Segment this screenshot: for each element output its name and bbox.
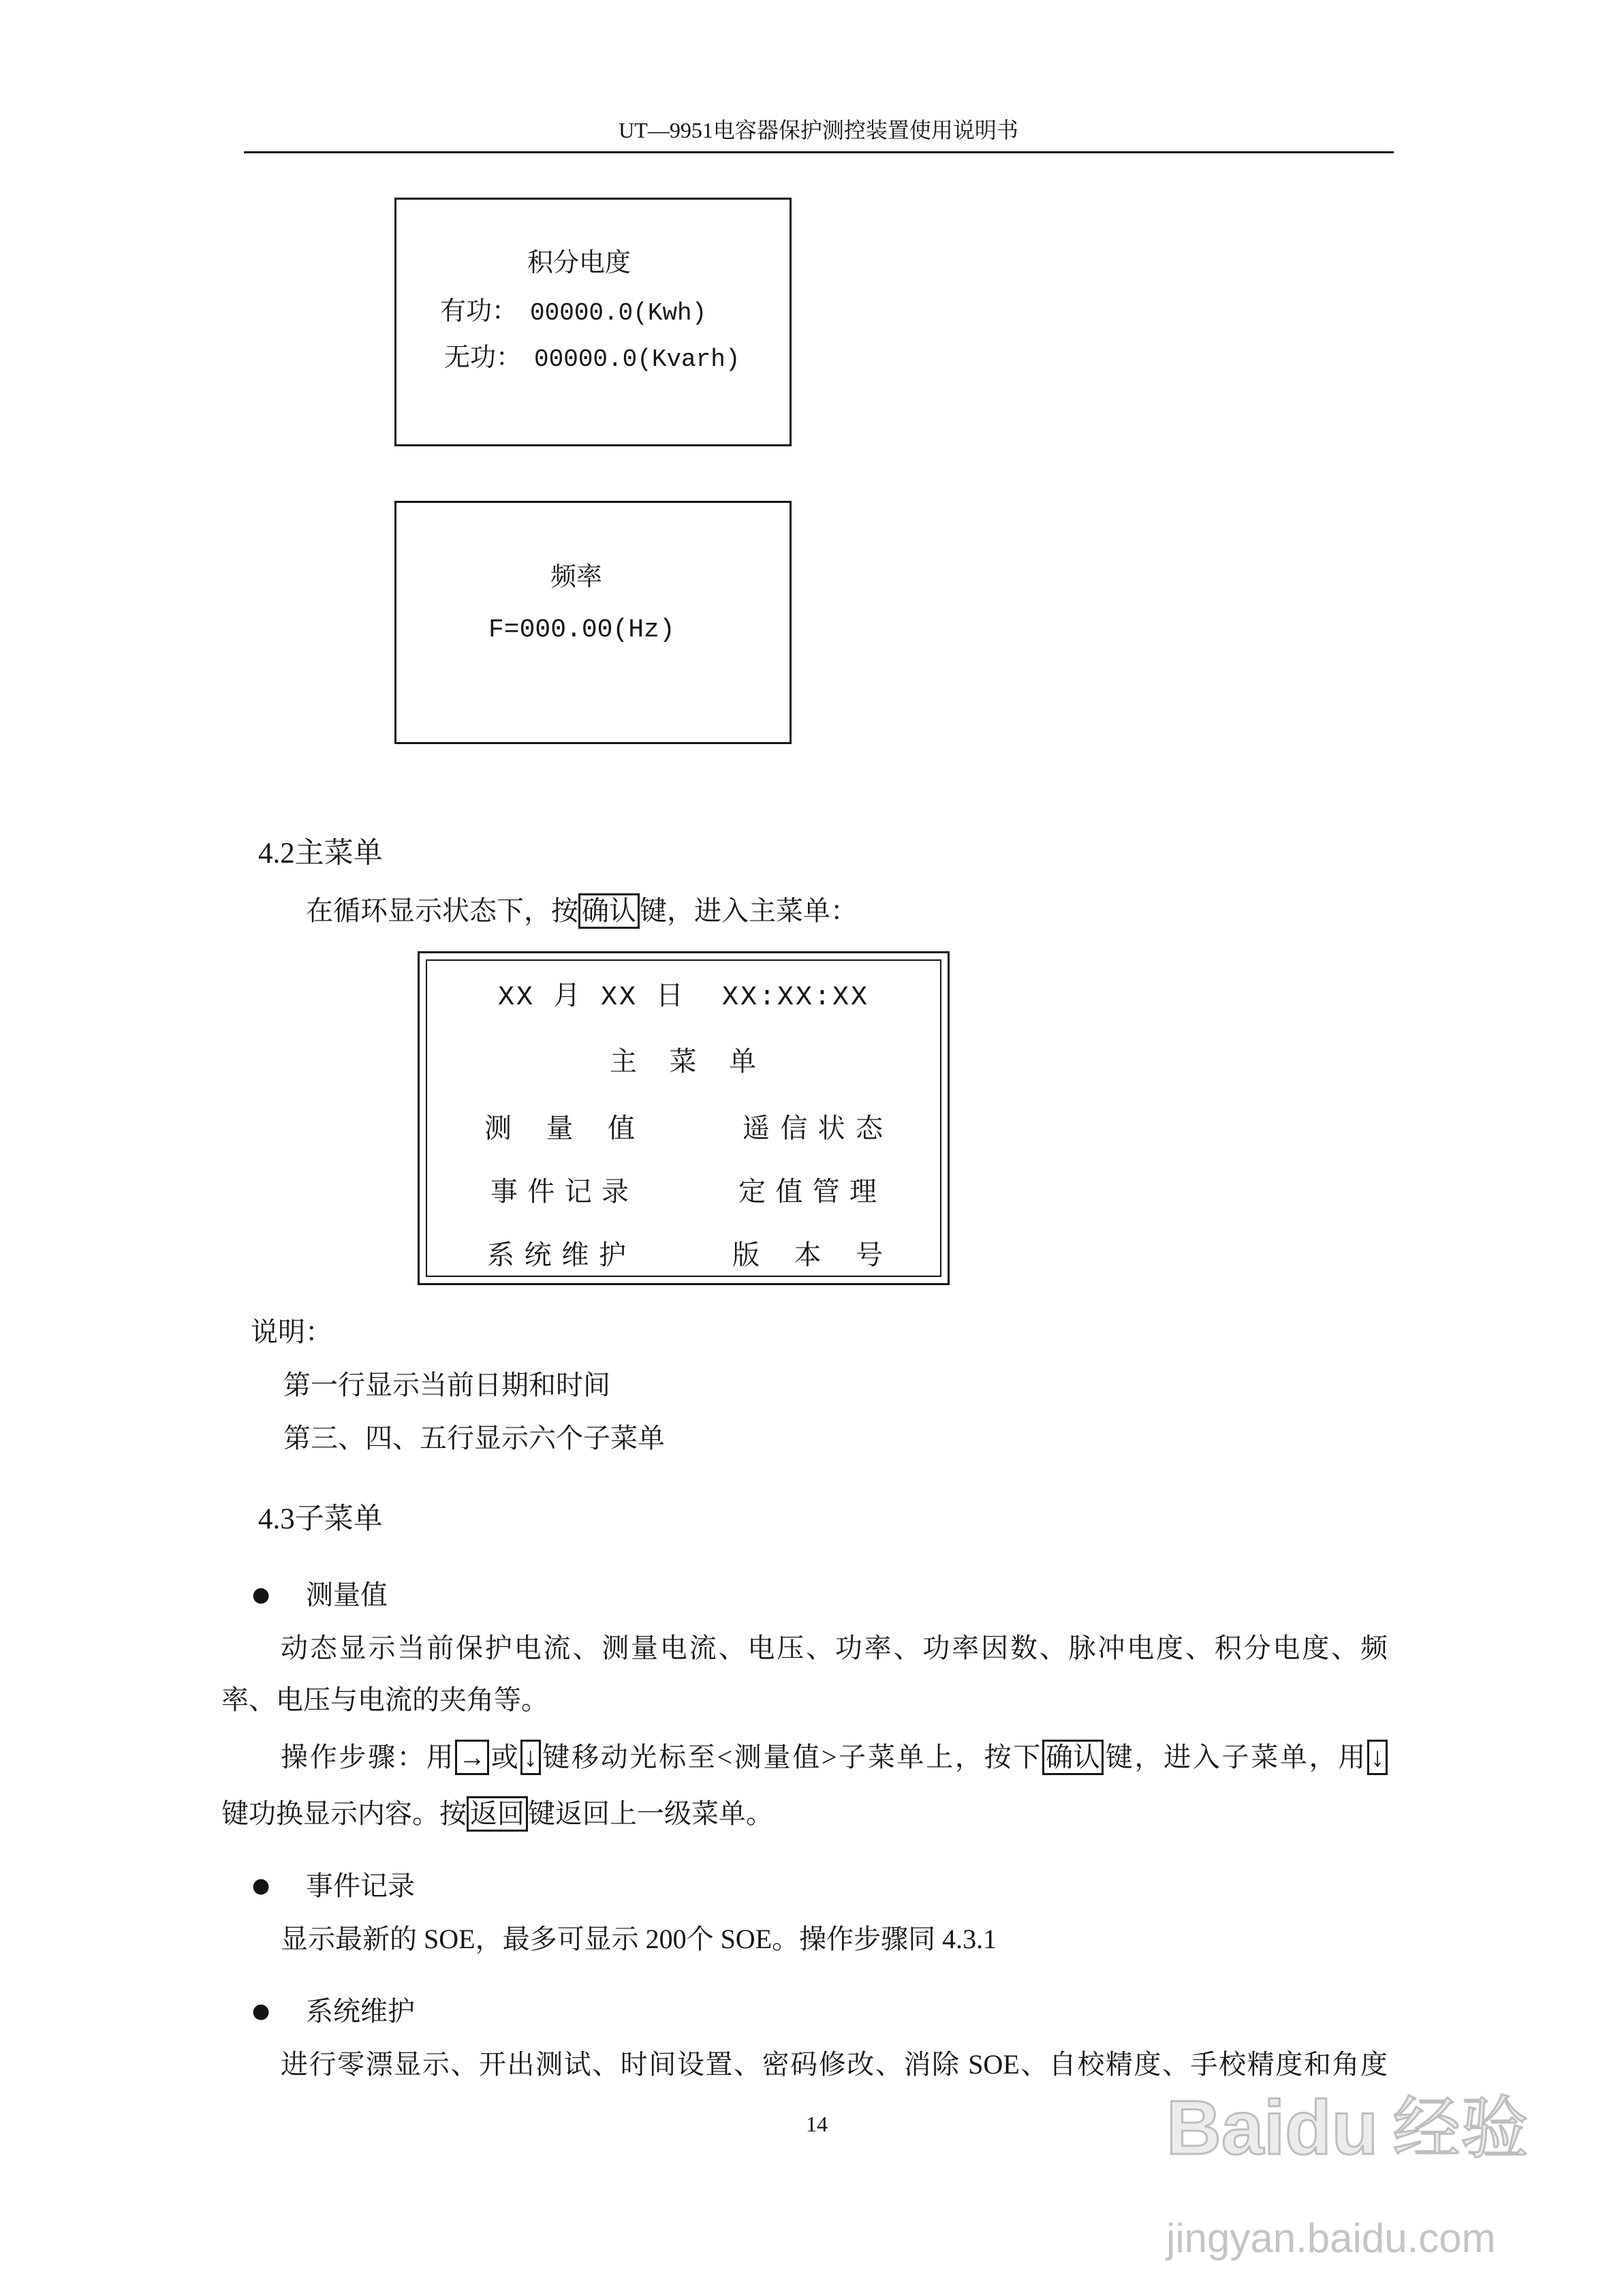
- menu-item-remote-signal-status: 遥信状态: [743, 1113, 883, 1143]
- reactive-energy-row: [444, 342, 740, 375]
- running-header-title: UT—9951电容器保护测控装置使用说明书: [619, 118, 1018, 142]
- menu-datetime: XX 月 XX 日 XX:XX:XX: [497, 983, 870, 1013]
- watermark-url: jingyan.baidu.com: [1166, 2215, 1496, 2261]
- notes-label: 说明：: [251, 1316, 332, 1347]
- back-key-label: 返回: [467, 1796, 528, 1832]
- confirm-key-label: 确认: [578, 893, 640, 929]
- notes-line: 第一行显示当前日期和时间: [283, 1370, 610, 1400]
- measure-description-line: 动态显示当前保护电流、测量电流、电压、功率、功率因数、脉冲电度、积分电度、频: [281, 1633, 1388, 1663]
- events-subheading: 事件记录: [306, 1870, 415, 1901]
- system-subheading: 系统维护: [306, 1996, 415, 2027]
- page-number: 14: [806, 2112, 828, 2136]
- intro-text-after: 键，进入主菜单：: [640, 895, 858, 926]
- reactive-energy-label: 无功：: [444, 343, 522, 372]
- notes-line: 第三、四、五行显示六个子菜单: [283, 1423, 665, 1453]
- main-menu-screen-figure: [418, 951, 950, 1285]
- menu-item-event-records: 事件记录: [490, 1176, 629, 1207]
- bullet-icon: ●: [252, 1583, 270, 1607]
- confirm-key-label: 确认: [1042, 1740, 1104, 1775]
- menu-title: 主 菜 单: [610, 1046, 756, 1077]
- header-rule: [244, 151, 1394, 153]
- steps-text: 键返回上一级菜单。: [528, 1798, 773, 1829]
- watermark-brand: Baidu: [1166, 2085, 1379, 2170]
- menu-item-setting-management: 定值管理: [738, 1176, 877, 1207]
- frequency-value: F=000.00(Hz): [488, 615, 675, 645]
- active-energy-row: [440, 296, 706, 329]
- measure-steps-line: [281, 1740, 1388, 1775]
- watermark-suffix: 经验: [1392, 2089, 1529, 2168]
- measure-description-line: 率、电压与电流的夹角等。: [221, 1684, 548, 1715]
- menu-item-version: 版 本 号: [732, 1239, 883, 1270]
- steps-text: 或: [489, 1742, 520, 1772]
- steps-text: 操作步骤：用: [281, 1742, 456, 1772]
- section-4-2-heading: 4.2主菜单: [258, 837, 383, 869]
- bullet-icon: ●: [252, 1874, 270, 1898]
- measure-steps-line: [221, 1796, 773, 1832]
- reactive-energy-value: 00000.0(Kvarh): [534, 345, 740, 373]
- right-arrow-key-label: →: [455, 1740, 489, 1775]
- frequency-screen-title: 频率: [550, 563, 603, 591]
- section-4-3-heading: 4.3子菜单: [258, 1503, 383, 1535]
- intro-text-before: 在循环显示状态下，按: [306, 895, 578, 926]
- active-energy-value: 00000.0(Kwh): [530, 299, 707, 327]
- steps-text: 键功换显示内容。按: [221, 1798, 467, 1829]
- energy-screen-title: 积分电度: [527, 249, 631, 277]
- energy-screen-figure: [394, 198, 792, 446]
- steps-text: 键，进入子菜单，用: [1104, 1742, 1368, 1772]
- down-arrow-key-label: ↓: [1367, 1740, 1388, 1775]
- system-description: 进行零漂显示、开出测试、时间设置、密码修改、消除 SOE、自校精度、手校精度和角度: [281, 2049, 1388, 2080]
- measure-subheading: 测量值: [306, 1580, 388, 1610]
- steps-text: 键移动光标至<测量值>子菜单上，按下: [540, 1742, 1043, 1772]
- frequency-screen-figure: [394, 501, 792, 744]
- bullet-icon: ●: [252, 1999, 270, 2023]
- menu-item-system-maintenance: 系统维护: [487, 1239, 626, 1270]
- section-4-2-intro: [306, 893, 858, 929]
- events-description: 显示最新的 SOE，最多可显示 200个 SOE。操作步骤同 4.3.1: [281, 1924, 997, 1954]
- menu-item-measurements: 测 量 值: [484, 1113, 635, 1143]
- active-energy-label: 有功：: [440, 297, 518, 326]
- down-arrow-key-label: ↓: [520, 1740, 541, 1775]
